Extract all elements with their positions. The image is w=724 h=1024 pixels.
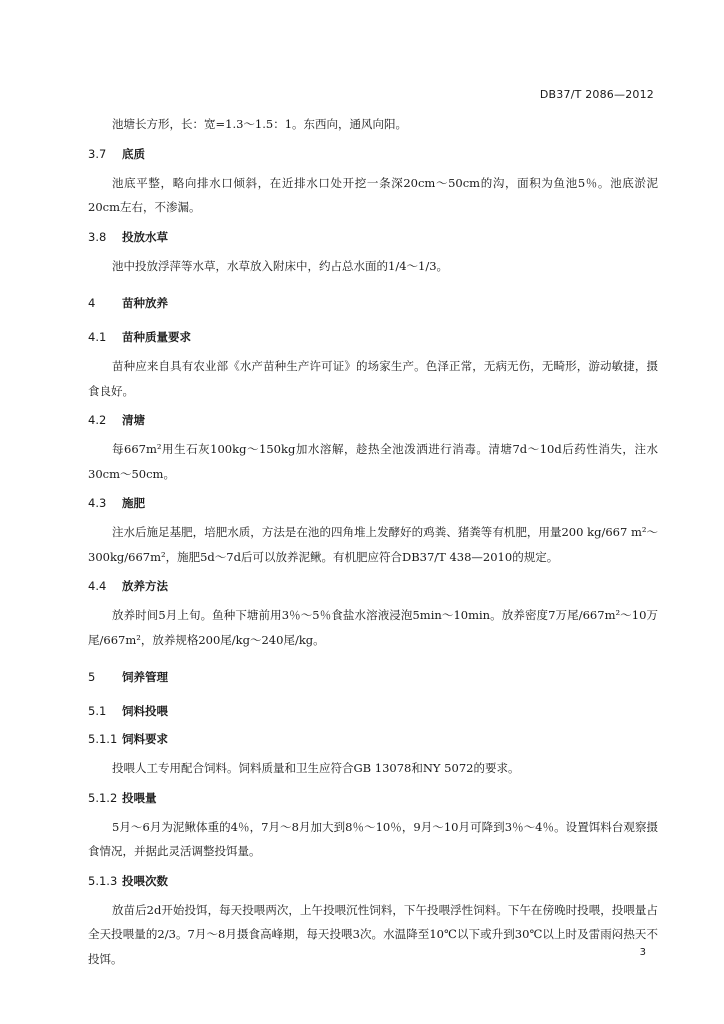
section-title: 饲养管理 [122, 670, 168, 684]
section-title: 投喂次数 [122, 873, 168, 888]
body-paragraph: 5月～6月为泥鳅体重的4％，7月～8月加大到8％～10％，9月～10月可降到3％～4％。设置饵料台观察摄食情况，并据此灵活调整投饵量。 [88, 819, 658, 858]
section-heading [88, 575, 658, 597]
body-paragraph: 池塘长方形，长：宽=1.3～1.5：1。东西向，通风向阳。 [112, 117, 408, 131]
section-title: 放养方法 [122, 579, 168, 593]
section-number: 4.1 [88, 330, 107, 344]
section-number: 3.8 [88, 229, 107, 244]
body-paragraph: 投喂人工专用配合饲料。饲料质量和卫生应符合GB 13078和NY 5072的要求。 [112, 761, 520, 775]
section-heading [88, 409, 658, 431]
section-title: 清塘 [122, 413, 145, 427]
page-number: 3 [639, 947, 646, 958]
body-paragraph: 苗种应来自具有农业部《水产苗种生产许可证》的场家生产。色泽正常，无病无伤，无畸形，游动敏捷，摄食良好。 [88, 359, 658, 398]
section-number: 4.2 [88, 413, 107, 427]
section-heading [88, 226, 658, 248]
document-code-header: DB37/T 2086—2012 [539, 88, 654, 101]
section-heading [88, 292, 658, 314]
section-title: 施肥 [122, 496, 145, 510]
section-number: 5 [88, 670, 96, 684]
section-number: 5.1.2 [88, 790, 118, 805]
section-number: 5.1.1 [88, 732, 118, 746]
section-title: 苗种放养 [122, 296, 168, 310]
section-heading [88, 492, 658, 514]
section-title: 投放水草 [122, 229, 168, 244]
section-heading [88, 666, 658, 688]
body-paragraph: 放养时间5月上旬。鱼种下塘前用3％～5％食盐水溶液浸泡5min～10min。放养密度7万尾/667m²～10万尾/667m²，放养规格200尾/kg～240尾/kg。 [88, 608, 658, 647]
section-number: 4.3 [88, 496, 107, 510]
section-heading [88, 700, 658, 722]
section-number: 5.1.3 [88, 873, 118, 888]
body-paragraph: 注水后施足基肥，培肥水质，方法是在池的四角堆上发酵好的鸡粪、猪粪等有机肥，用量200 kg/667 m²～300kg/667m²，施肥5d～7d后可以放养泥鳅。有机肥应符合DB37/T 438—2010的规定。 [88, 525, 658, 564]
section-title: 苗种质量要求 [122, 330, 191, 344]
section-heading [88, 326, 658, 348]
section-number: 3.7 [88, 146, 107, 161]
document-body [88, 112, 658, 977]
body-paragraph: 放苗后2d开始投饵，每天投喂两次，上午投喂沉性饲料，下午投喂浮性饲料。下午在傍晚时投喂，投喂量占全天投喂量的2/3。7月～8月摄食高峰期，每天投喂3次。水温降至10℃以下或升到30℃以上时及雷雨闷热天不投饵。 [88, 902, 658, 966]
section-heading [88, 870, 658, 892]
section-number: 4 [88, 296, 96, 310]
section-title: 投喂量 [122, 790, 157, 805]
body-paragraph: 每667m²用生石灰100kg～150kg加水溶解，趁热全池泼洒进行消毒。清塘7d～10d后药性消失，注水30cm～50cm。 [88, 442, 658, 481]
section-heading [88, 143, 658, 165]
section-number: 4.4 [88, 579, 107, 593]
section-number: 5.1 [88, 704, 107, 718]
section-title: 底质 [122, 146, 145, 161]
section-title: 饲料要求 [122, 732, 168, 746]
body-paragraph: 池中投放浮萍等水草，水草放入附床中，约占总水面的1/4～1/3。 [112, 258, 449, 273]
section-heading [88, 787, 658, 809]
section-heading [88, 728, 658, 750]
body-paragraph: 池底平整，略向排水口倾斜，在近排水口处开挖一条深20cm～50cm的沟，面积为鱼池5％。池底淤泥20cm左右，不渗漏。 [88, 175, 658, 214]
section-title: 饲料投喂 [122, 704, 168, 718]
